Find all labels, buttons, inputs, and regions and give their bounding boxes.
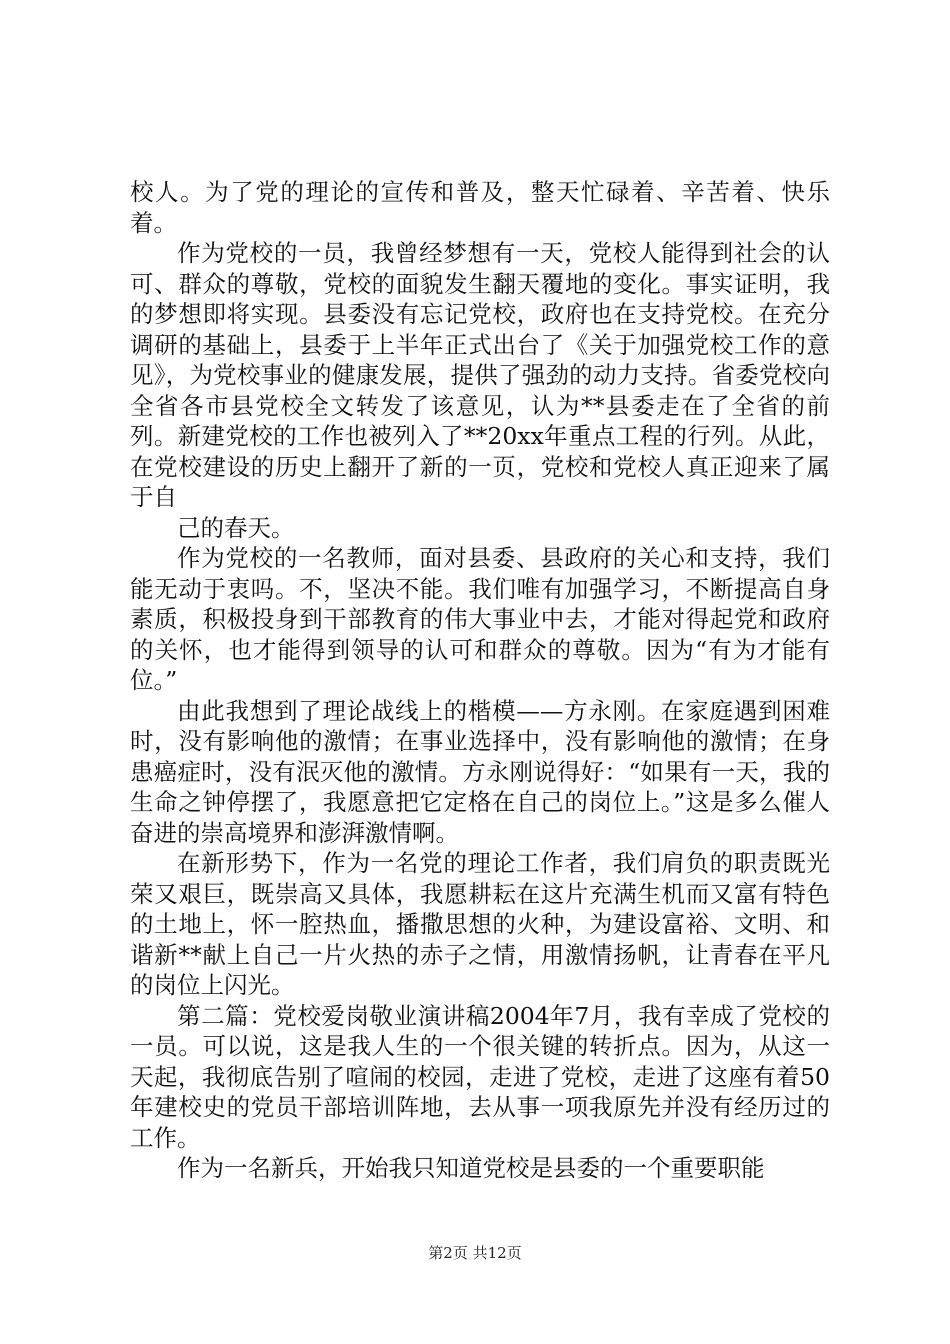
page-number: 第2页 共12页 <box>428 1244 522 1262</box>
paragraph: 第二篇：党校爱岗敬业演讲稿2004年7月，我有幸成了党校的一员。可以说，这是我人生的一个很关键的转折点。因为，从这一天起，我彻底告别了喧闹的校园，走进了党校，走进了这座有着50年建校史的党员干部培训阵地，去从事一项我原先并没有经历过的工作。 <box>130 1001 830 1152</box>
paragraph: 作为党校的一员，我曾经梦想有一天，党校人能得到社会的认可、群众的尊敬，党校的面貌发生翻天覆地的变化。事实证明，我的梦想即将实现。县委没有忘记党校，政府也在支持党校。在充分调研的基础上，县委于上半年正式出台了《关于加强党校工作的意见》，为党校事业的健康发展，提供了强劲的动力支持。省委党校向全省各市县党校全文转发了该意见，认为**县委走在了全省的前列。新建党校的工作也被列入了**20xx年重点工程的行列。从此，在党校建设的历史上翻开了新的一页，党校和党校人真正迎来了属于自 <box>130 239 830 511</box>
paragraph: 己的春天。 <box>177 513 295 542</box>
page-footer <box>0 1242 950 1263</box>
paragraph: 由此我想到了理论战线上的楷模——方永刚。在家庭遇到困难时，没有影响他的激情；在事业选择中，没有影响他的激情；在身患癌症时，没有泯灭他的激情。方永刚说得好：“如果有一天，我的生命之钟停摆了，我愿意把它定格在自己的岗位上。”这是多么催人奋进的崇高境界和澎湃激情啊。 <box>130 696 830 847</box>
document-body <box>130 177 830 1184</box>
paragraph-continuation: 校人。为了党的理论的宣传和普及，整天忙碌着、辛苦着、快乐着。 <box>130 178 830 237</box>
paragraph: 在新形势下，作为一名党的理论工作者，我们肩负的职责既光荣又艰巨，既崇高又具体，我愿耕耘在这片充满生机而又富有特色的土地上，怀一腔热血，播撒思想的火种，为建设富裕、文明、和谐新**献上自己一片火热的赤子之情，用激情扬帆，让青春在平凡的岗位上闪光。 <box>130 849 830 999</box>
paragraph: 作为一名新兵，开始我只知道党校是县委的一个重要职能 <box>177 1154 765 1182</box>
paragraph: 作为党校的一名教师，面对县委、县政府的关心和支持，我们能无动于衷吗。不，坚决不能。我们唯有加强学习，不断提高自身素质，积极投身到干部教育的伟大事业中去，才能对得起党和政府的关怀，也才能得到领导的认可和群众的尊敬。因为“有为才能有位。” <box>130 544 830 694</box>
